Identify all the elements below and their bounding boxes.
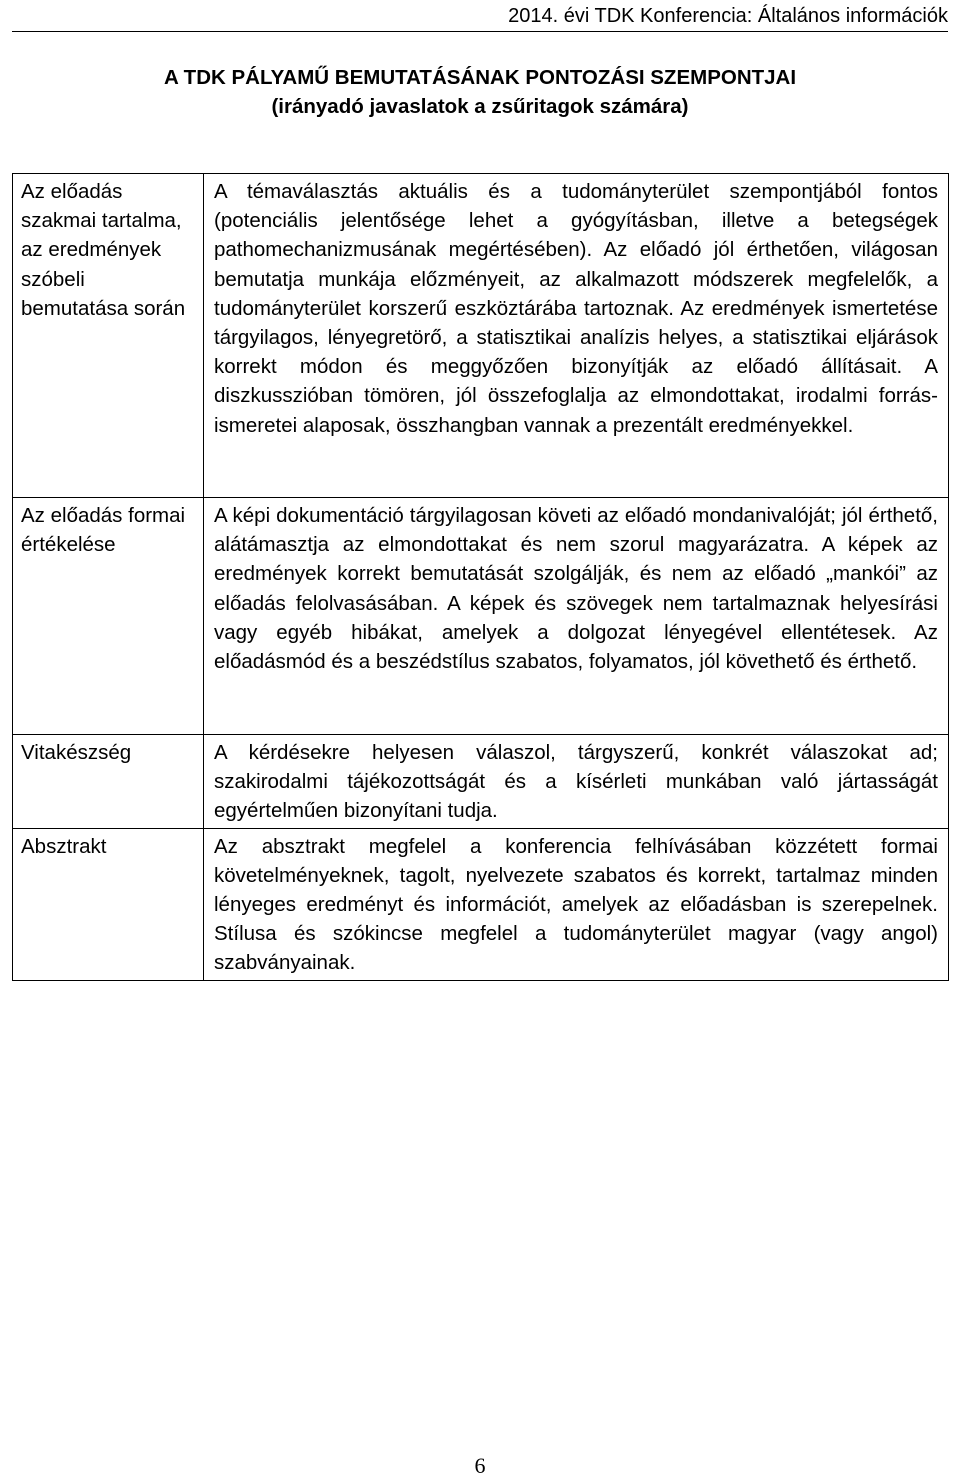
criterion-description: A témaválasztás aktuális és a tudományterület szempontjából fontos (potenciális jelentősége lehet a gyógyításban, illetve a betegségek pathomechanizmusának megértésében). Az előadó jól érthetően, világosan bemutatja munkája előzményeit, az alkalmazott módszerek megfelelők, a tudományterület korszerű eszköztárába tartoznak. Az eredmények ismertetése tárgyilagos, lényegretörő, a statisztikai analízis helyes, a statisztikai eljárások korrekt módon és meggyőzően bizonyítják az előadó állításait. A diszkusszióban tömören, jól összefoglalja az elmondottakat, irodalmi forrás-ismeretei alaposak, összhangban vannak a prezentált eredményekkel. — [204, 174, 949, 498]
criteria-row-abstract — [13, 828, 949, 980]
criterion-label: Vitakészség — [13, 735, 204, 829]
criteria-row-content — [13, 174, 949, 498]
title-line-main: A TDK PÁLYAMŰ BEMUTATÁSÁNAK PONTOZÁSI SZEMPONTJAI — [163, 66, 797, 89]
header-divider — [12, 31, 948, 32]
criterion-label: Absztrakt — [13, 828, 204, 980]
page-number: 6 — [474, 1453, 486, 1478]
document-title — [12, 63, 948, 121]
criteria-row-debate — [13, 735, 949, 829]
title-line-subtitle: (irányadó javaslatok a zsűritagok számára) — [271, 95, 689, 118]
criterion-description: Az absztrakt megfelel a konferencia felhívásában közzétett formai követelményeknek, tagolt, nyelvezete szabatos és korrekt, tartalmaz minden lényeges eredményt és információt, amelyek az előadásban is szerepelnek. Stílusa és szókincse megfelel a tudományterület magyar (vagy angol) szabványainak. — [204, 828, 949, 980]
criteria-row-form — [13, 498, 949, 735]
criterion-description: A kérdésekre helyesen válaszol, tárgyszerű, konkrét válaszokat ad; szakirodalmi tájékozottságát és a kísérleti munkában való jártasságát egyértelműen bizonyítani tudja. — [204, 735, 949, 829]
criterion-description: A képi dokumentáció tárgyilagosan követi az előadó mondanivalóját; jól érthető, alátámasztja az elmondottakat és nem szorul magyarázatra. A képek az eredmények korrekt bemutatását szolgálják, és nem az előadó „mankói” az előadás felolvasásában. A képek és szövegek nem tartalmaznak helyesírási vagy egyéb hibákat, amelyek a dolgozat lényegével ellentétesek. Az előadásmód és a beszédstílus szabatos, folyamatos, jól követhető és érthető. — [204, 498, 949, 735]
criterion-label: Az előadás formai értékelése — [13, 498, 204, 735]
criterion-label: Az előadás szakmai tartalma, az eredmények szóbeli bemutatása során — [13, 174, 204, 498]
criteria-table — [12, 173, 949, 981]
running-header: 2014. évi TDK Konferencia: Általános információk — [508, 5, 948, 27]
